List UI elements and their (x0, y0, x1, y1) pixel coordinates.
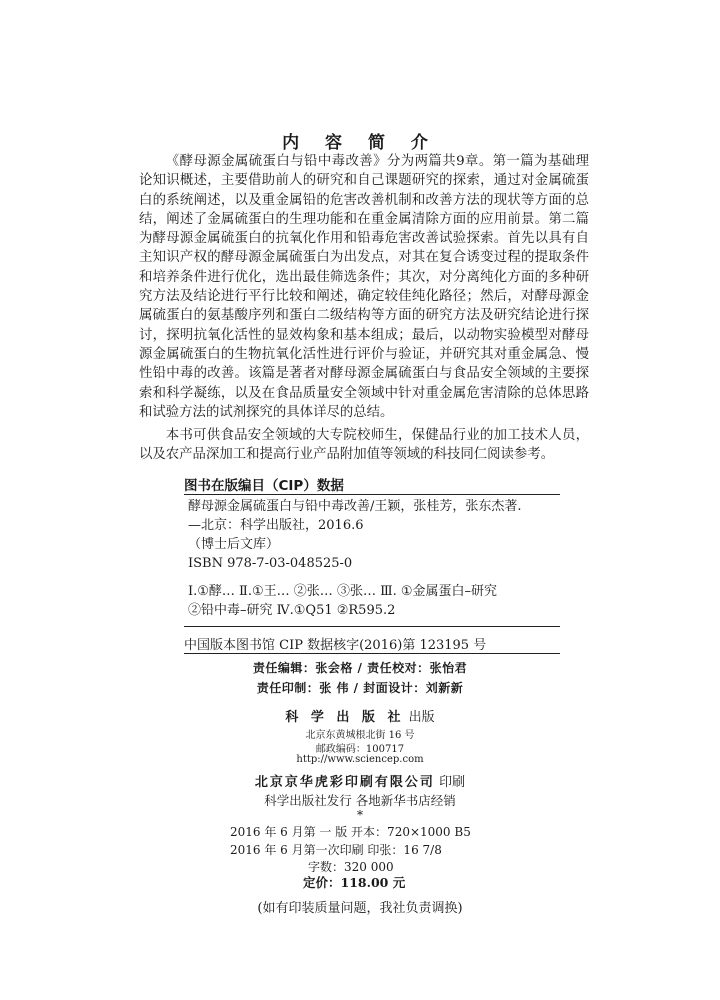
publisher-website: http://www.sciencep.com (296, 754, 424, 765)
price: 定价：118.00 元 (303, 875, 406, 890)
publisher-postcode: 邮政编码：100717 (315, 744, 405, 755)
cip-heading: 图书在版编目（CIP）数据 (184, 478, 344, 494)
staff-line-2: 责任印制：张 伟 / 封面设计：刘新新 (256, 681, 464, 695)
publisher-suffix: 出版 (408, 710, 435, 725)
staff-line-1: 责任编辑：张会格 / 责任校对：张怡君 (252, 661, 468, 675)
cip-bottom-rule (184, 626, 560, 627)
printing-line: 2016 年 6 月第一次印刷 印张：16 7/8 (230, 843, 442, 857)
publisher-line (0, 706, 720, 725)
cip-line-2: —北京：科学出版社，2016.6 (188, 518, 364, 533)
intro-section (139, 152, 589, 465)
printer-line (0, 771, 720, 790)
word-count: 字数：320 000 (308, 860, 394, 874)
separator-star: * (357, 808, 363, 822)
cip-record (184, 497, 564, 573)
quality-note: (如有印装质量问题，我社负责调换) (257, 901, 463, 916)
intro-paragraph-2: 本书可供食品安全领域的大专院校师生，保健品行业的加工技术人员，以及农产品深加工和提高行业产品附加值等领域的科技同仁阅读参考。 (139, 428, 589, 463)
page-title: 内 容 简 介 (282, 133, 438, 153)
intro-paragraph-1: 《酵母源金属硫蛋白与铅中毒改善》分为两篇共9章。第一篇为基础理论知识概述，主要借助前人的研究和自己课题研究的探索，通过对金属硫蛋白的系统阐述，以及重金属铅的危害改善机制和改善方法的现状等方面的总结，阐述了金属硫蛋白的生理功能和在重金属清除方面的应用前景。第二篇为酵母源金属硫蛋白的抗氧化作用和铅毒危害改善试验探索。首先以具有自主知识产权的酵母源金属硫蛋白为出发点，对其在复合诱变过程的提取条件和培养条件进行优化，选出最佳筛选条件；其次，对分离纯化方面的多种研究方法及结论进行平行比较和阐述，确定较佳纯化路径；然后，对酵母源金属硫蛋白的氨基酸序列和蛋白二级结构等方面的研究方法及研究结论进行探讨，探明抗氧化活性的显效构象和基本组成；最后，以动物实验模型对酵母源金属硫蛋白的生物抗氧化活性进行评价与验证，并研究其对重金属急、慢性铅中毒的改善。该篇是著者对酵母源金属硫蛋白与食品安全领域的主要探索和科学凝练，以及在食品质量安全领域中针对重金属危害清除的总体思路和试验方法的试剂探究的具体详尽的总结。 (139, 154, 589, 420)
distribution-line: 科学出版社发行 各地新华书店经销 (264, 793, 456, 808)
printer-name: 北京京华虎彩印刷有限公司 (254, 775, 435, 790)
cip-top-rule (184, 494, 560, 495)
cip-classification (184, 582, 564, 620)
publisher-address: 北京东黄城根北街 16 号 (305, 730, 415, 741)
cip-line-1: 酵母源金属硫蛋白与铅中毒改善/王颖，张桂芳，张东杰著. (188, 499, 522, 514)
cip-isbn: ISBN 978-7-03-048525-0 (188, 556, 353, 571)
printer-suffix: 印刷 (439, 775, 466, 790)
cip-line-3: （博士后文库） (188, 537, 280, 552)
edition-line: 2016 年 6 月第 一 版 开本：720×1000 B5 (230, 825, 471, 839)
cip-number-rule (184, 653, 560, 654)
cip-line-6: ②铅中毒–研究 Ⅳ.①Q51 ②R595.2 (188, 603, 396, 618)
cip-number: 中国版本图书馆 CIP 数据核字(2016)第 123195 号 (184, 638, 487, 653)
cip-line-5: Ⅰ.①酵… Ⅱ.①王… ②张… ③张… Ⅲ. ①金属蛋白–研究 (188, 584, 498, 599)
publisher-name: 科 学 出 版 社 (285, 710, 405, 725)
